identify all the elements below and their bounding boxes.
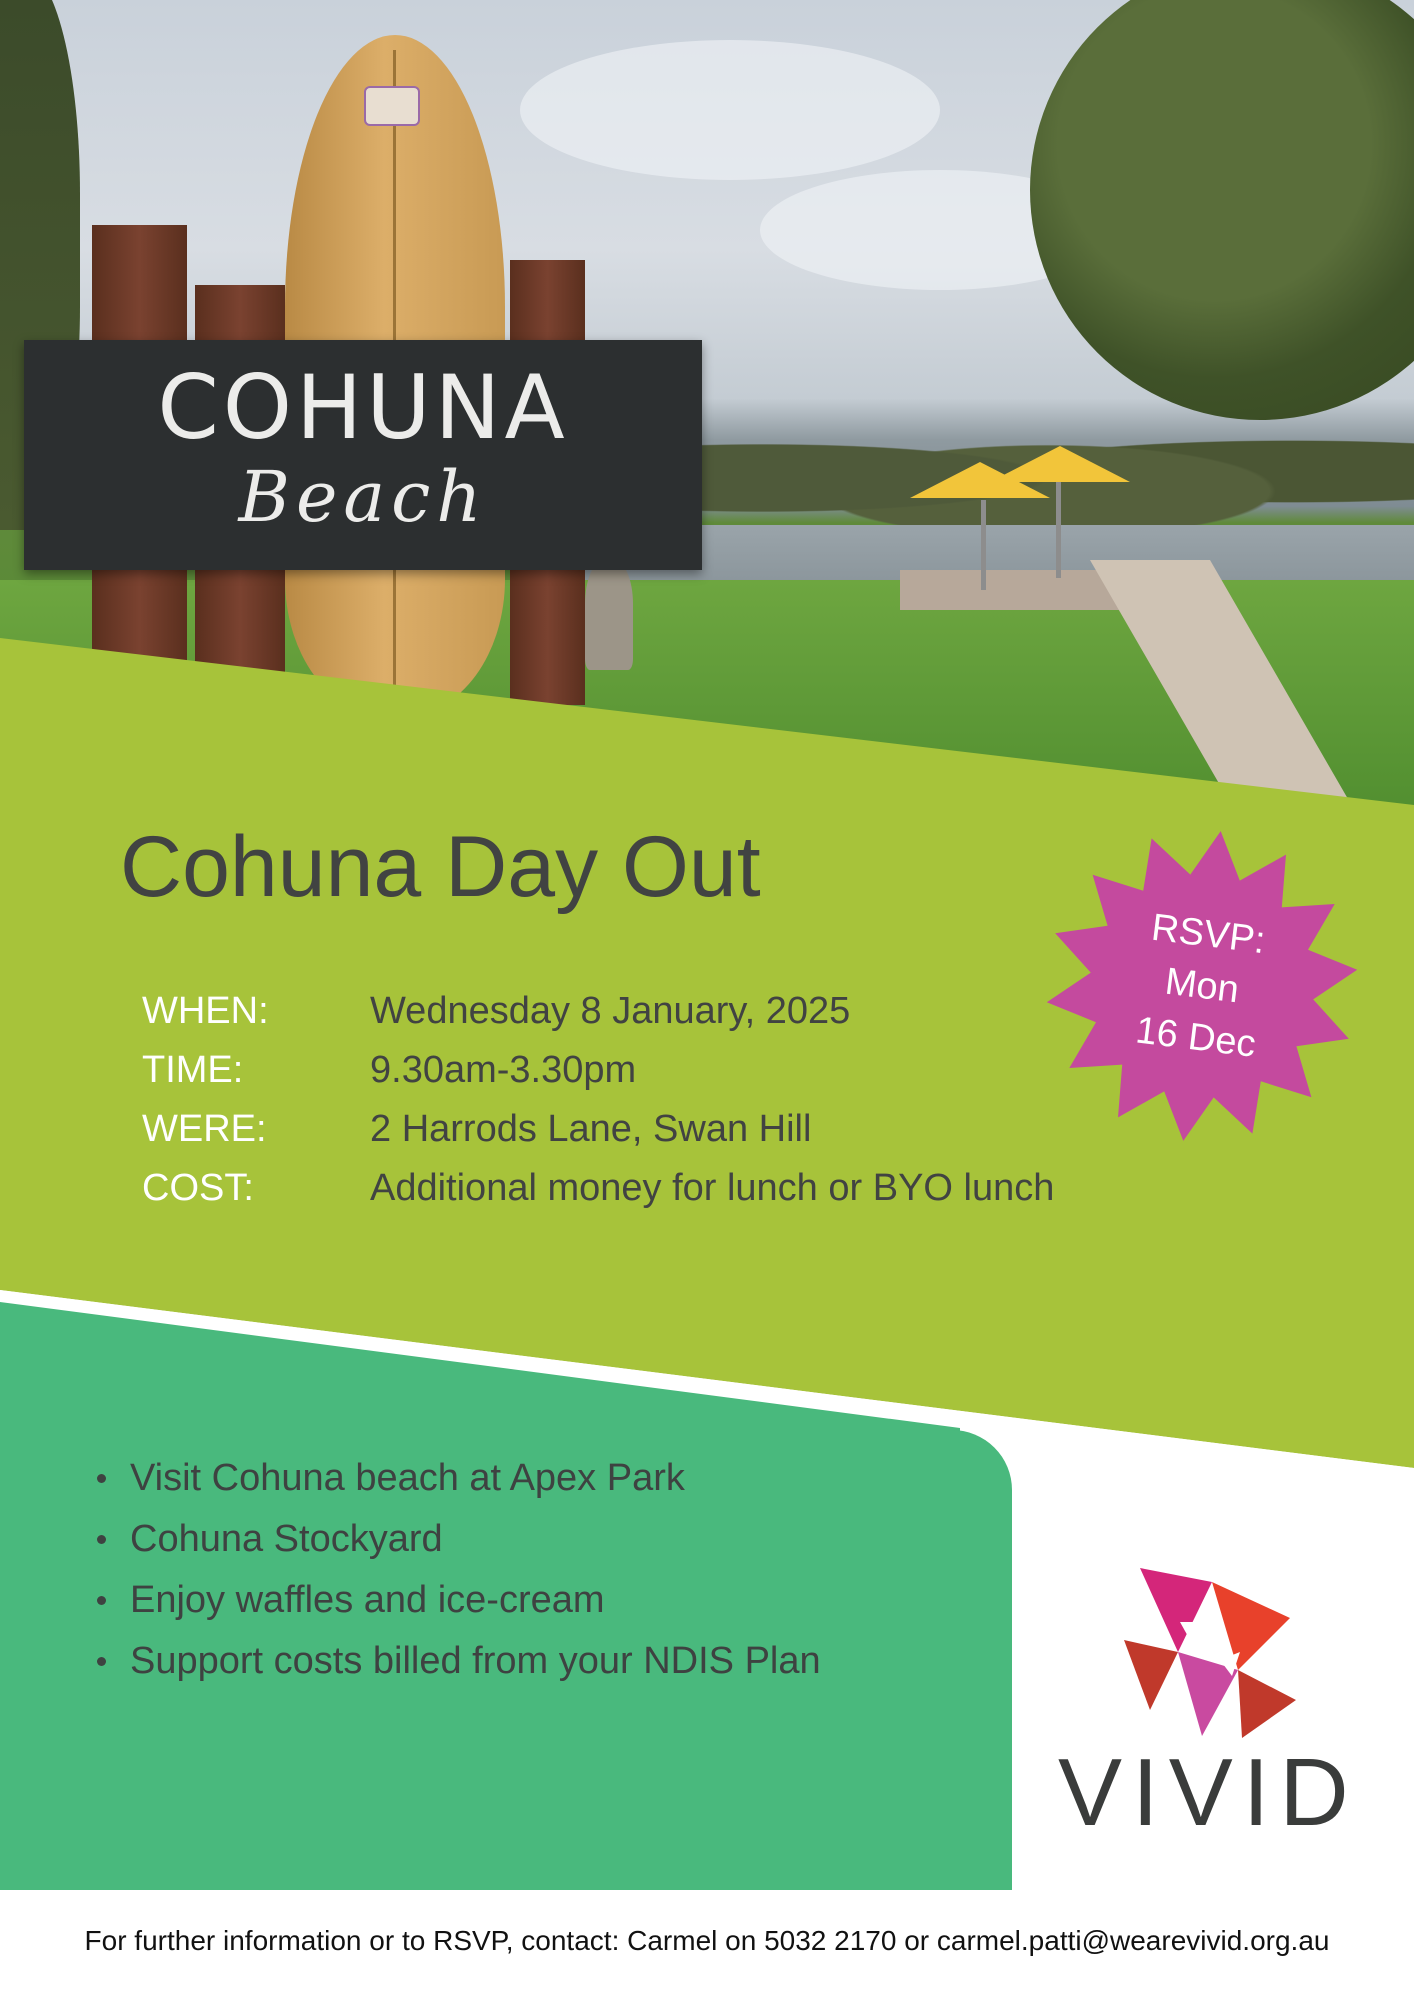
rsvp-day: Mon	[1162, 960, 1242, 1012]
detail-value: 9.30am-3.30pm	[370, 1049, 637, 1091]
rsvp-badge	[1026, 810, 1378, 1162]
list-item	[95, 1631, 855, 1692]
bullet-icon	[97, 1474, 106, 1483]
list-item	[95, 1570, 855, 1631]
bullet-icon	[97, 1657, 106, 1666]
activities-list	[95, 1448, 855, 1692]
bullet-icon	[97, 1596, 106, 1605]
sign-script-text: Beach	[238, 456, 488, 538]
vivid-logo-wordmark: VIVID	[1058, 1739, 1359, 1846]
rsvp-date: 16 Dec	[1133, 1009, 1258, 1066]
bullet-icon	[97, 1535, 106, 1544]
detail-value: Wednesday 8 January, 2025	[370, 990, 851, 1032]
cloud	[520, 40, 940, 180]
activity-text: Visit Cohuna beach at Apex Park	[130, 1457, 685, 1499]
detail-value: Additional money for lunch or BYO lunch	[370, 1167, 1055, 1209]
umbrella-pole	[981, 500, 986, 590]
detail-label: COST:	[142, 1167, 254, 1209]
vivid-star-logo-icon	[1120, 1560, 1300, 1740]
list-item	[95, 1448, 855, 1509]
umbrella-pole	[1056, 478, 1061, 578]
detail-label: WERE:	[142, 1108, 267, 1150]
detail-label: WHEN:	[142, 990, 269, 1032]
list-item	[95, 1509, 855, 1570]
gum-tree	[1030, 0, 1414, 420]
detail-value: 2 Harrods Lane, Swan Hill	[370, 1108, 812, 1150]
surfboard-sticker	[364, 86, 420, 126]
shade-umbrella	[990, 446, 1130, 482]
activity-text: Support costs billed from your NDIS Plan	[130, 1640, 821, 1682]
rock	[585, 560, 633, 670]
rsvp-label: RSVP:	[1149, 906, 1268, 963]
cohuna-beach-sign	[24, 340, 702, 570]
sign-main-text: COHUNA	[157, 356, 569, 459]
activity-text: Enjoy waffles and ice-cream	[130, 1579, 605, 1621]
contact-footer: For further information or to RSVP, contact: Carmel on 5032 2170 or carmel.patti@wearevivid.org.au	[84, 1925, 1330, 1956]
jetty-platform	[900, 570, 1120, 610]
detail-label: TIME:	[142, 1049, 244, 1091]
event-title: Cohuna Day Out	[120, 819, 761, 915]
activity-text: Cohuna Stockyard	[130, 1518, 443, 1560]
